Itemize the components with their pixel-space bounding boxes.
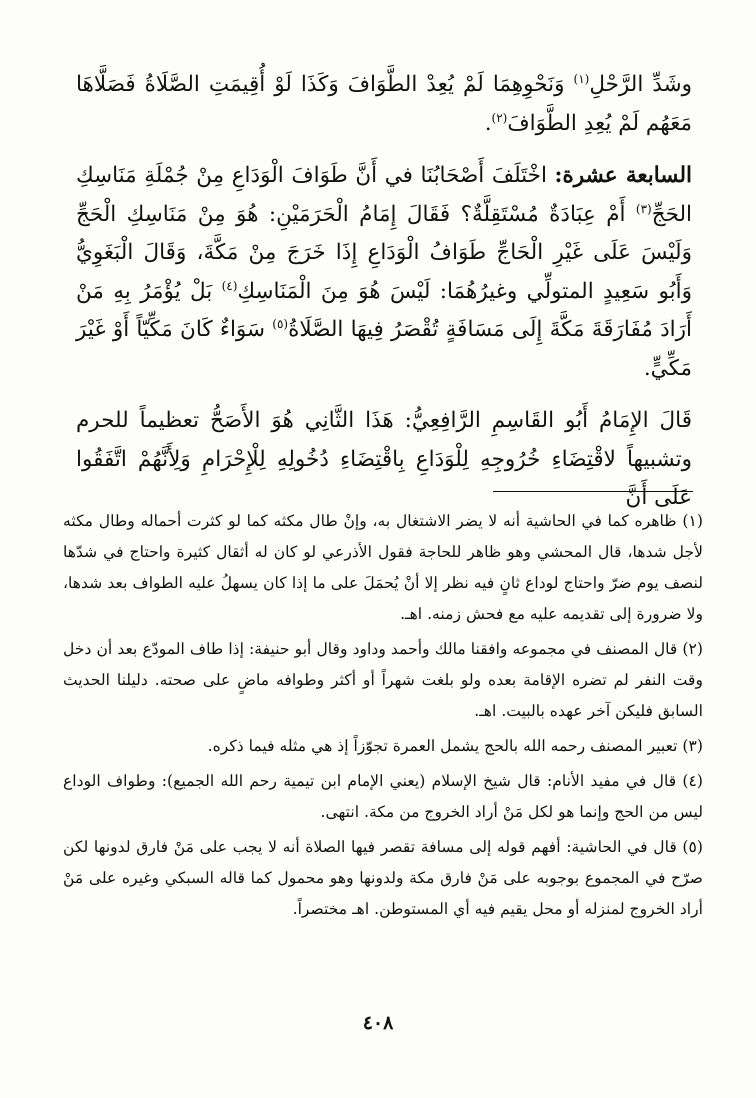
footnote-ref-3: (٣): [635, 201, 652, 216]
paragraph-2-part-d: سَوَاءٌ كَانَ مَكِّيّاً أَوْ غَيْرَ مَكِّيٍّ.: [76, 317, 692, 381]
page-number: ٤٠٨: [362, 1012, 394, 1034]
footnote-ref-4: (٤): [221, 278, 238, 293]
footnote-separator: [493, 491, 693, 492]
paragraph-1: [76, 66, 692, 143]
paragraph-1-part-b: وَنَحْوِهِمَا لَمْ يُعِدْ الطَّوَافَ وَكَذَا لَوْ أُقِيمَتِ الصَّلَاةُ فَصَلَّاهَا مَعَهُم لَمْ يُعِدِ الطَّوَافَ: [76, 72, 692, 136]
footnote-4: (٤) قال في مفيد الأنام: قال شيخ الإسلام (يعني الإمام ابن تيمية رحم الله الجميع): وطواف الوداع ليس من الحج وإنما هو لكل مَنْ أراد الخروج من مكة. انتهى.: [63, 772, 703, 821]
paragraph-2-part-b: أَمْ عِبَادَةٌ مُسْتَقِلَّةٌ؟ فَقَالَ إِمَامُ الْحَرَمَيْنِ: هُوَ مِنْ مَنَاسِكِ الْحَجِّ وَلَيْسَ عَلَى غَيْرِ الْحَاجِّ طَوَافُ الْوَدَاعِ إِذَا خَرَجَ مِنْ مَكَّةَ، وَقَالَ الْبَغَوِيُّ وَأَبُو سَعِيدٍ المتولِّي وغيرُهُمَا: لَيْسَ هُوَ مِنَ الْمَنَاسِكِ: [76, 201, 692, 304]
footnote-ref-2: (٢): [491, 110, 508, 125]
footnote-ref-5: (٥): [272, 316, 289, 331]
footnote-ref-1: (١): [573, 71, 590, 86]
paragraph-2-part-c: بَلْ يُؤْمَرُ بِهِ مَنْ أَرَادَ مُفَارَقَةَ مَكَّةَ إِلَى مَسَافَةٍ تُقْصَرُ فِيهَا الصَّلَاةُ: [76, 278, 692, 342]
paragraph-2-heading: السابعة عشرة:: [554, 163, 693, 188]
paragraph-2: [76, 157, 692, 388]
paragraph-3: قَالَ الإِمَامُ أَبُو القَاسِمِ الرَّافِعِيُّ: هَذَا الثَّانِي هُوَ الأَصَحُّ تعظيماً للحرم وتشبيهاً لاقْتِضَاءِ خُرُوجِهِ لِلْوَدَاعِ بِاقْتِضَاءِ دُخُولِهِ لِلْإِحْرَامِ وَلِأَنَّهُمْ اتَّفَقُوا عَلَى أَنَّ: [76, 408, 692, 510]
main-text: [76, 66, 692, 518]
footnote-5: (٥) قال في الحاشية: أفهم قوله إلى مسافة تقصر فيها الصلاة أنه لا يجب على مَنْ فارق لدونها لكن صرّح في المجموع بوجوبه على مَنْ فارق مكة ولدونها وهو محمول كما قاله السبكي وغيره على مَنْ أراد الخروج لمنزله أو محل يقيم فيه أي المستوطن. اهـ مختصراً.: [63, 838, 703, 918]
paragraph-2-part-a: اخْتَلَفَ أَصْحَابُنَا في أَنَّ طَوَافَ الْوَدَاعِ مِنْ جُمْلَةِ مَنَاسِكِ الحَجِّ: [76, 163, 692, 227]
paragraph-1-part-a: وشَدِّ الرَّحْلِ: [589, 72, 692, 97]
footnote-2: (٢) قال المصنف في مجموعه وافقنا مالك وأحمد وداود وقال أبو حنيفة: إذا طاف المودّع بعد أن دخل وقت النفر لم تضره الإقامة بعده ولو بلغت شهراً أو أكثر وطوافه ماضٍ على صحته. دليلنا الحديث السابق فليكن آخر عهده بالبيت. اهـ.: [63, 640, 703, 720]
footnote-1: (١) ظاهره كما في الحاشية أنه لا يضر الاشتغال به، وإنْ طال مكثه كما لو كثرت أحماله وطال مكثه لأجل شدها، قال المحشي وهو ظاهر للحاجة فقول الأذرعي لو كان له أثقال كثيرة واحتاج في شدّها لنصف يوم ضرّ واحتاج لوداع ثانٍ فيه نظر إلا أنْ يُحمَلَ على ما إذا كان يسهلُ عليه الطواف بعد شدها، ولا ضرورة إلى تقديمه عليه مع فحش زمنه. اهـ.: [63, 512, 703, 623]
footnote-3: (٣) تعبير المصنف رحمه الله بالحج يشمل العمرة تجوّزاً إذ هي مثله فيما ذكره.: [207, 737, 703, 755]
paragraph-1-part-c: .: [484, 110, 492, 136]
footnotes: [63, 506, 703, 925]
